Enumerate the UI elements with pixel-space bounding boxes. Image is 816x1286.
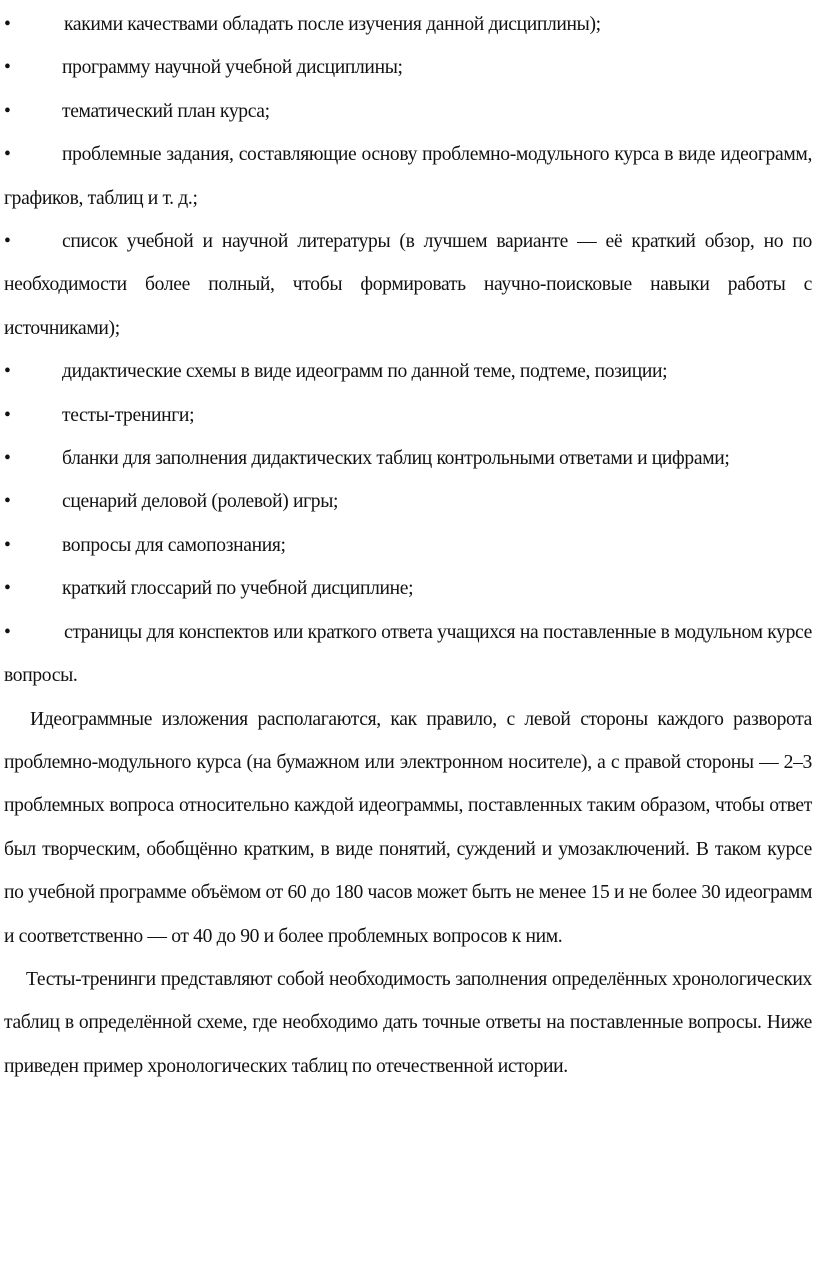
bullet-marker: • [4,57,11,79]
list-item-text: какими качествами обладать после изучения данной дисциплины); [64,14,601,35]
list-item-text: страницы для конспектов или краткого ответа учащихся на поставленные в модульном курсе вопросы. [4,621,812,687]
list-item-text: краткий глоссарий по учебной дисциплине; [62,578,414,600]
list-item-text: бланки для заполнения дидактических таблиц контрольными ответами и цифрами; [62,448,730,470]
list-item [4,394,812,437]
bullet-marker: • [4,361,11,383]
bullet-marker: • [4,100,11,122]
list-item-text: список учебной и научной литературы (в лучшем варианте — её краткий обзор, но по необходимости более полный, чтобы формировать научно-поисковые навыки работы с источниками); [4,231,812,339]
list-item [4,437,812,480]
list-item [4,46,812,89]
bullet-marker: • [4,404,11,426]
list-item [4,3,812,46]
list-item [4,133,812,220]
paragraph-ideograms: Идеограммные изложения располагаются, как правило, с левой стороны каждого разворота проблемно-модульного курса (на бумажном или электронном носителе), а с правой стороны — 2–3 проблемных вопроса относительно каждой идеограммы, поставленных таким образом, чтобы ответ был творческим, обобщённо кратким, в виде понятий, суждений и умозаключений. В таком курсе по учебной программе объёмом от 60 до 180 часов может быть не менее 15 и не более 30 идеограмм и соответственно — от 40 до 90 и более проблемных вопросов к ним. [4,708,812,947]
bullet-marker: • [4,231,11,253]
paragraph-tests: Тесты-тренинги представляют собой необходимость заполнения определённых хронологических таблиц в определённой схеме, где необходимо дать точные ответы на поставленные вопросы. Ниже приведен пример хронологических таблиц по отечественной истории. [4,968,812,1077]
bullet-marker: • [4,534,11,556]
list-item-text: сценарий деловой (ролевой) игры; [62,491,339,513]
bullet-marker: • [4,14,11,35]
list-item-text: тематический план курса; [62,100,270,122]
bullet-marker: • [4,491,11,513]
list-item [4,524,812,567]
list-item-text: программу научной учебной дисциплины; [62,57,403,79]
bullet-marker: • [4,621,11,643]
list-item-text: вопросы для самопознания; [62,534,286,556]
bullet-marker: • [4,578,11,600]
list-item [4,611,812,698]
list-item [4,350,812,393]
document-body [4,3,812,1088]
list-item-text: дидактические схемы в виде идеограмм по данной теме, подтеме, позиции; [62,361,668,383]
list-item [4,480,812,523]
bullet-marker: • [4,448,11,470]
list-item-text: проблемные задания, составляющие основу проблемно-модульного курса в виде идеограмм, графиков, таблиц и т. д.; [4,144,812,209]
list-item [4,90,812,133]
list-item [4,567,812,610]
bullet-marker: • [4,144,11,166]
list-item-text: тесты-тренинги; [62,404,195,426]
list-item [4,220,812,350]
